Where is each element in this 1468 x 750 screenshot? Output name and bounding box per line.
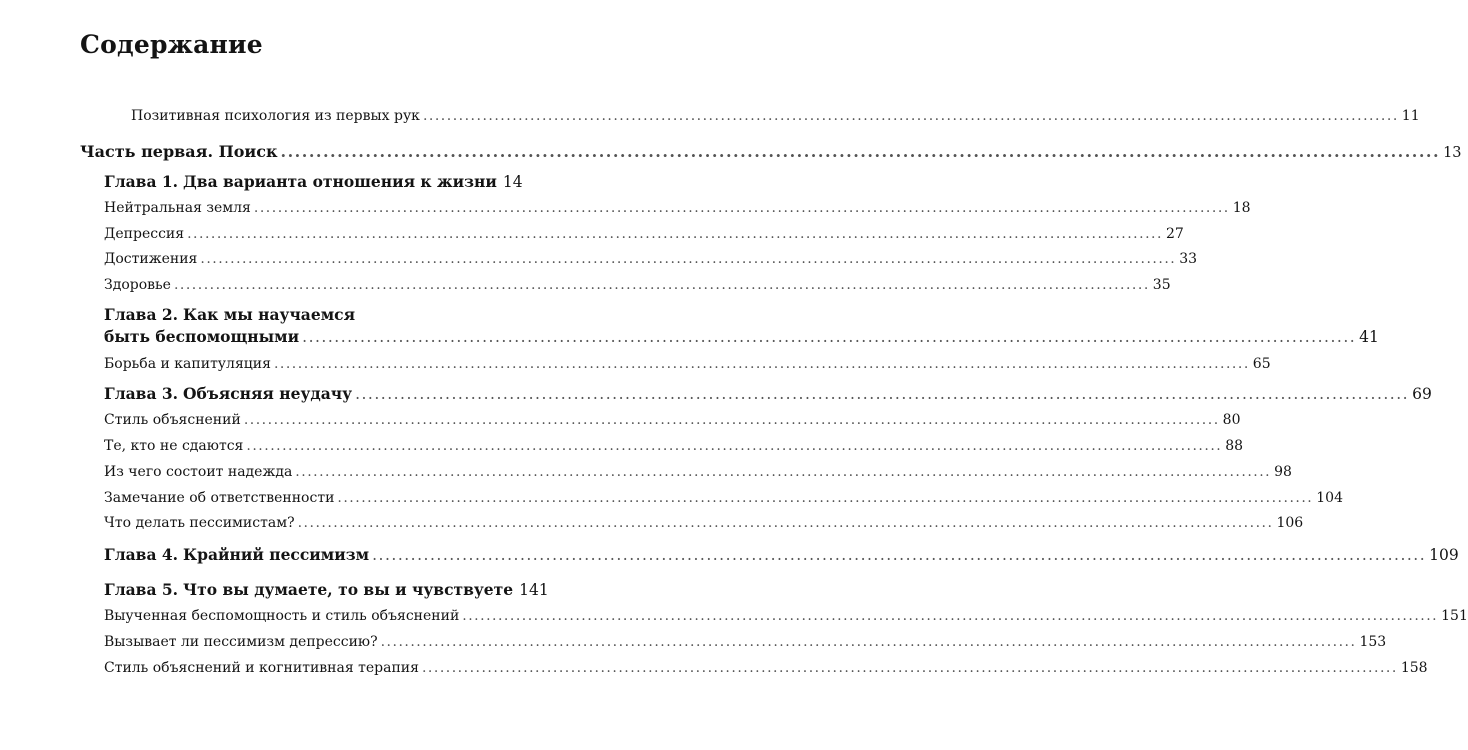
toc-entry-chapter[interactable]: [104, 172, 523, 191]
toc-page-number: 18: [1232, 200, 1251, 216]
dot-leader: [200, 251, 1176, 267]
chapter-title: Объясняя неудачу: [183, 384, 353, 403]
toc-page-number: 80: [1222, 412, 1241, 428]
chapter-title: Что вы думаете, то вы и чувствуете: [183, 580, 514, 599]
toc-page-number: 41: [1359, 328, 1379, 346]
chapter-title: Два варианта отношения к жизни: [183, 172, 497, 191]
toc-page-number: 14: [502, 173, 523, 191]
toc-entry-section[interactable]: [104, 660, 1428, 676]
toc-page-number: 153: [1359, 634, 1387, 650]
toc-entry-part[interactable]: [80, 142, 1462, 161]
toc-entry-label: Стиль объяснений: [104, 412, 241, 428]
chapter-title: Крайний пессимизм: [183, 545, 370, 564]
dot-leader: [187, 226, 1163, 242]
toc-entry-label: Выученная беспомощность и стиль объяснений: [104, 608, 460, 624]
toc-page-number: 13: [1443, 145, 1462, 161]
toc-entry-chapter[interactable]: [104, 384, 1432, 403]
toc-entry-chapter[interactable]: [104, 580, 549, 599]
dot-leader: [462, 608, 1438, 624]
toc-page-number: 27: [1165, 226, 1184, 242]
toc-entry-label: Борьба и капитуляция: [104, 356, 271, 372]
toc-entry-intro[interactable]: [131, 108, 1420, 124]
toc-page-number: 88: [1225, 438, 1244, 454]
toc-entry-label: Из чего состоит надежда: [104, 464, 293, 480]
toc-entry-section[interactable]: [104, 464, 1292, 480]
toc-entry-label: Здоровье: [104, 277, 171, 293]
toc-page-number: 35: [1152, 277, 1171, 293]
toc-entry-label: Что делать пессимистам?: [104, 515, 295, 531]
toc-entry-chapter-title-line[interactable]: [104, 305, 520, 324]
toc-entry-section[interactable]: [104, 277, 1171, 293]
dot-leader: [295, 464, 1271, 480]
toc-entry-section[interactable]: [104, 634, 1387, 650]
toc-entry-chapter[interactable]: [104, 327, 1379, 346]
toc-entry-label: Замечание об ответственности: [104, 490, 335, 506]
dot-leader: [244, 412, 1220, 428]
dot-leader: [174, 277, 1150, 293]
dot-leader: [302, 328, 1356, 346]
toc-entry-label: Те, кто не сдаются: [104, 438, 244, 454]
chapter-number: Глава 2.: [104, 305, 179, 324]
dot-leader: [298, 515, 1274, 531]
dot-leader: [423, 108, 1399, 124]
toc-entry-section[interactable]: [104, 490, 1343, 506]
toc-entry-label: Вызывает ли пессимизм депрессию?: [104, 634, 378, 650]
toc-entry-label: Стиль объяснений и когнитивная терапия: [104, 660, 419, 676]
toc-entry-chapter[interactable]: [104, 545, 1459, 564]
dot-leader: [355, 385, 1409, 403]
toc-entry-section[interactable]: [104, 226, 1184, 242]
toc-page-number: 151: [1441, 608, 1468, 624]
dot-leader: [372, 546, 1426, 564]
toc-page-number: 65: [1252, 356, 1271, 372]
toc-entry-label: Нейтральная земля: [104, 200, 251, 216]
page-title: Содержание: [80, 30, 263, 59]
toc-entry-label: Достижения: [104, 251, 198, 267]
chapter-title: Как мы научаемся: [183, 305, 356, 324]
dot-leader: [274, 356, 1250, 372]
toc-entry-section[interactable]: [104, 251, 1198, 267]
toc-page-number: 33: [1179, 251, 1198, 267]
toc-page-number: 106: [1276, 515, 1304, 531]
toc-entry-section[interactable]: [104, 515, 1304, 531]
chapter-title-continued: быть беспомощными: [104, 327, 300, 346]
toc-entry-label: Депрессия: [104, 226, 185, 242]
chapter-number: Глава 4.: [104, 545, 179, 564]
chapter-number: Глава 3.: [104, 384, 179, 403]
toc-page-number: 158: [1400, 660, 1428, 676]
toc-page-number: 104: [1316, 490, 1343, 506]
dot-leader: [381, 634, 1357, 650]
toc-entry-section[interactable]: [104, 412, 1241, 428]
chapter-number: Глава 1.: [104, 172, 179, 191]
toc-page-number: 141: [519, 581, 549, 599]
dot-leader: [281, 142, 1441, 161]
toc-entry-label: Позитивная психология из первых рук: [131, 108, 420, 124]
dot-leader: [254, 200, 1230, 216]
toc-page-number: 11: [1401, 108, 1420, 124]
dot-leader: [337, 490, 1313, 506]
toc-entry-section[interactable]: [104, 438, 1244, 454]
toc-page-number: 69: [1412, 385, 1432, 403]
toc-page-number: 98: [1274, 464, 1292, 480]
toc-entry-label: Часть первая. Поиск: [80, 142, 278, 161]
toc-entry-section[interactable]: [104, 608, 1468, 624]
toc-page-number: 109: [1429, 546, 1459, 564]
dot-leader: [422, 660, 1398, 676]
toc-entry-section[interactable]: [104, 356, 1271, 372]
toc-entry-section[interactable]: [104, 200, 1251, 216]
chapter-number: Глава 5.: [104, 580, 179, 599]
dot-leader: [246, 438, 1222, 454]
